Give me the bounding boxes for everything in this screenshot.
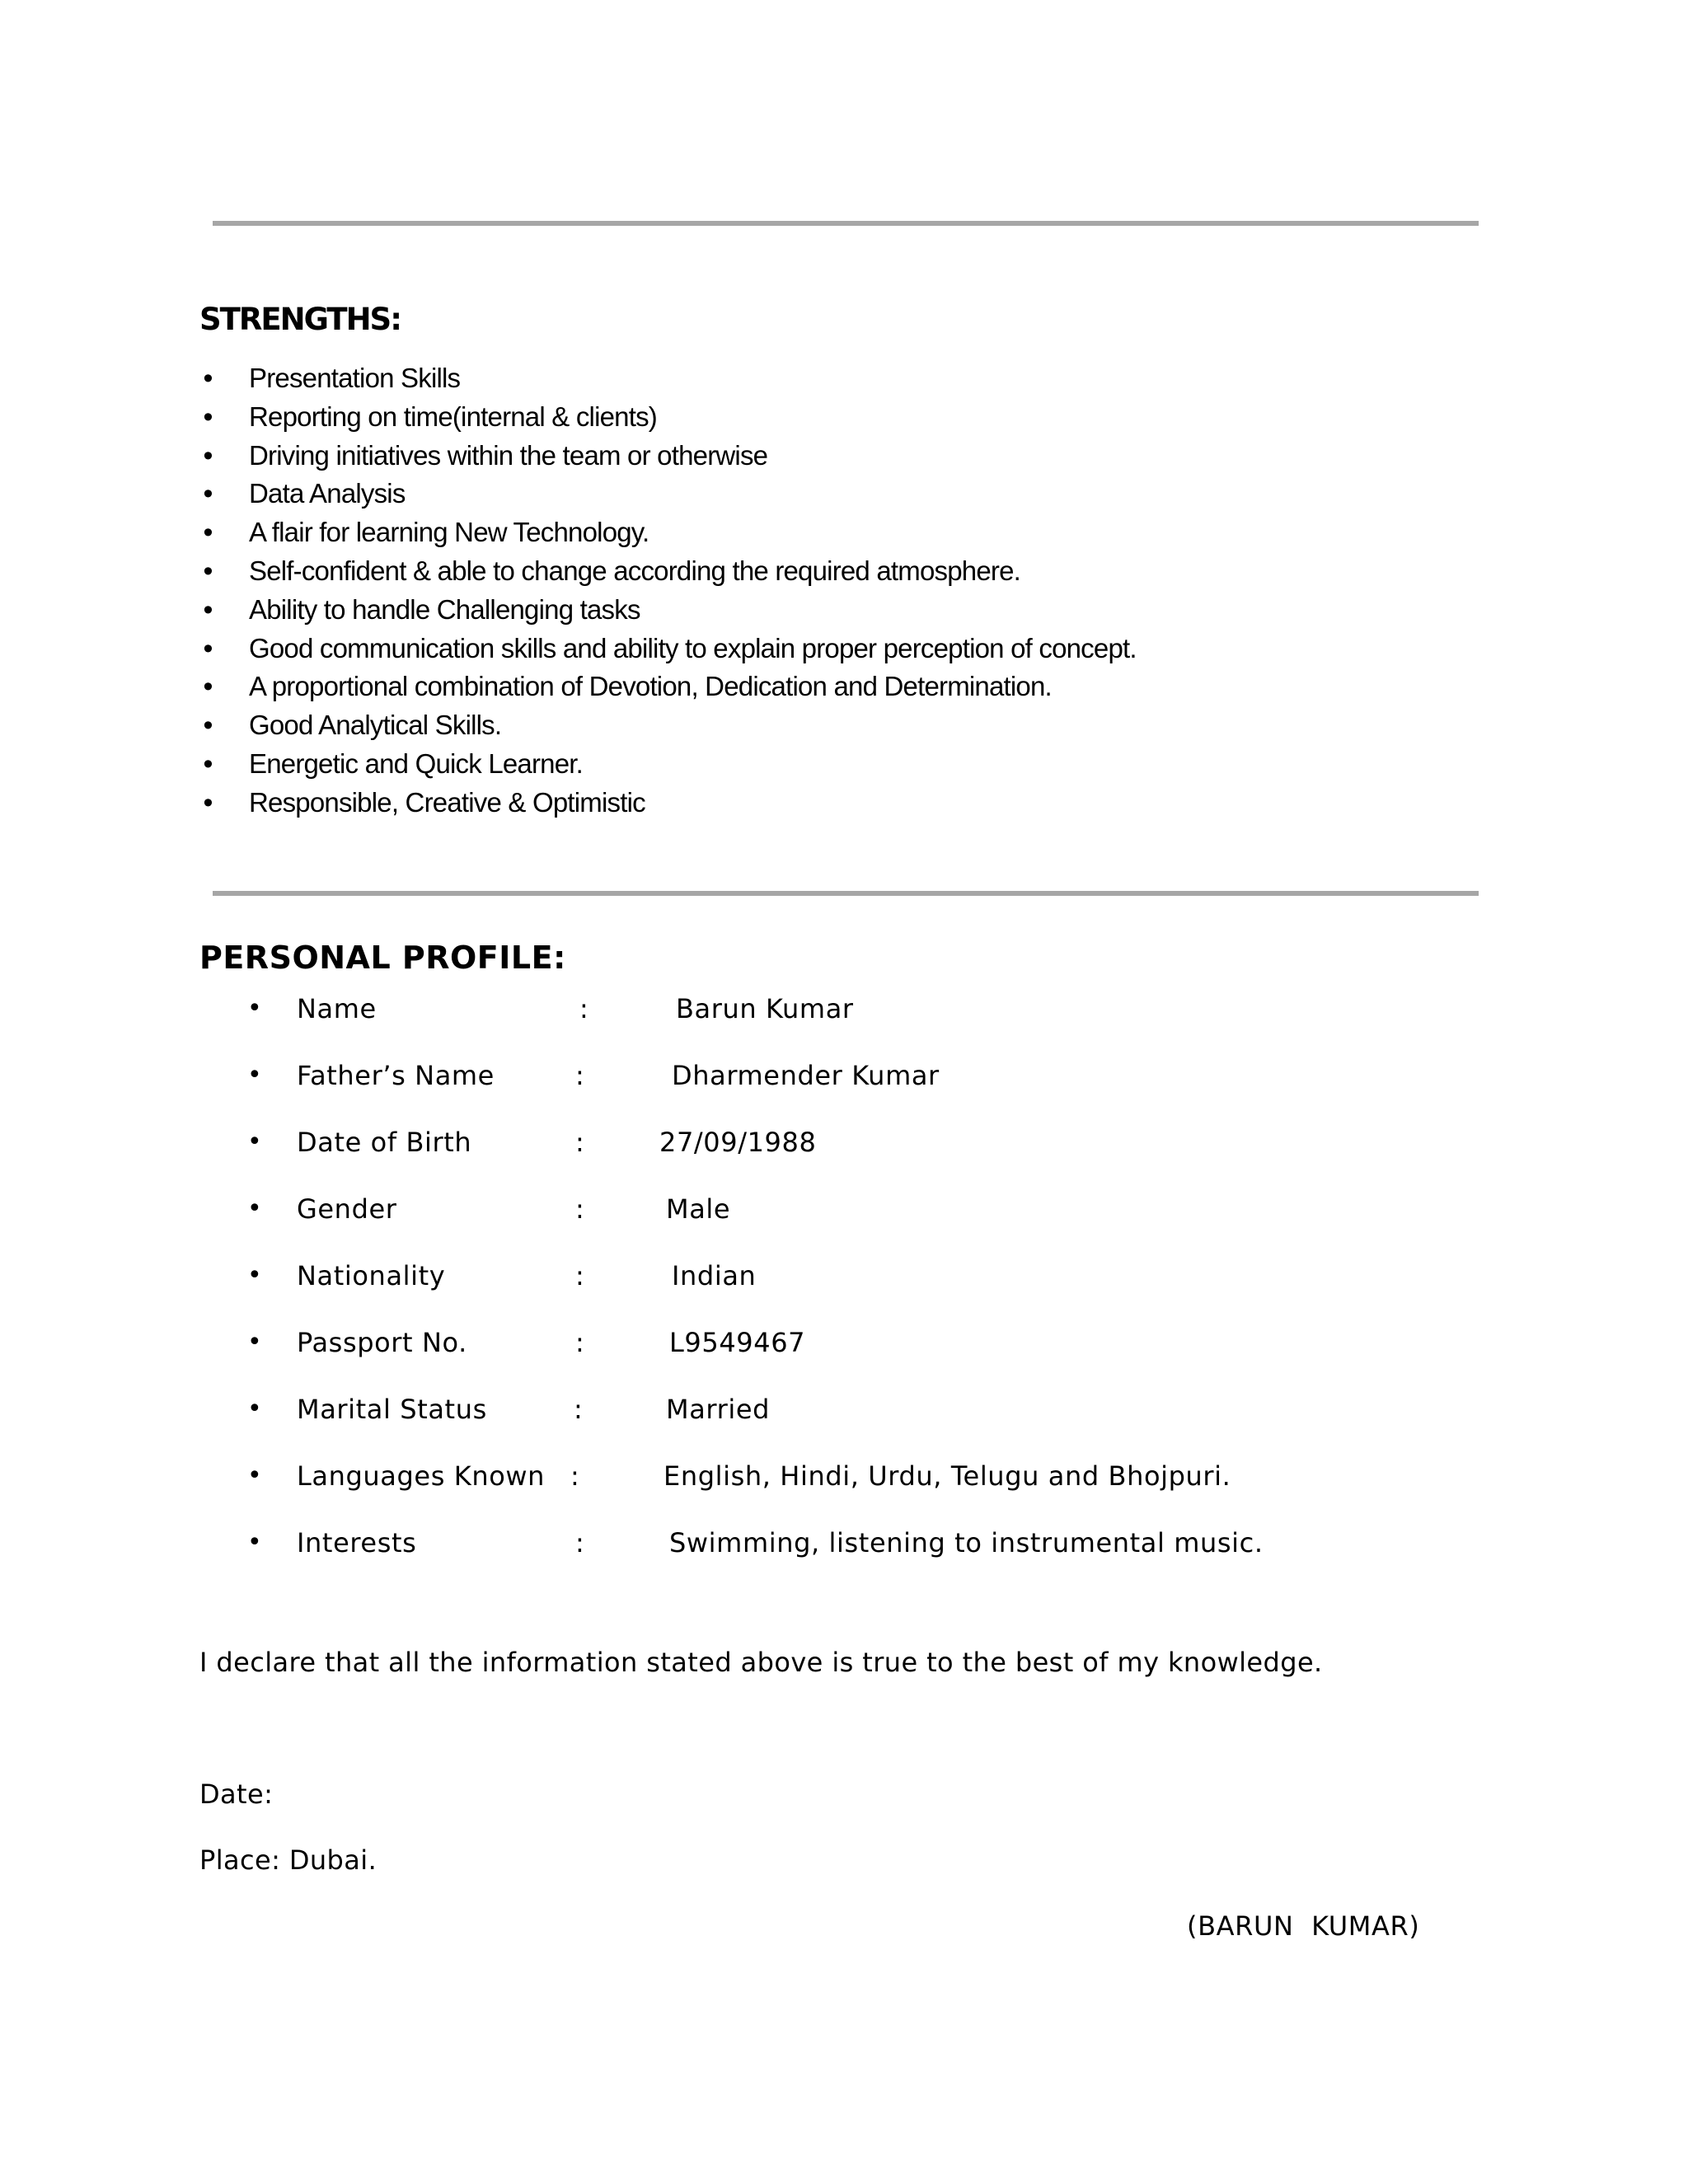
list-item (199, 668, 1137, 706)
list-item (199, 784, 1137, 823)
strength-text: A proportional combination of Devotion, Dedication and Determination. (249, 671, 1052, 702)
profile-value: Dharmender Kumar (672, 1060, 940, 1091)
profile-value: 27/09/1988 (659, 1127, 817, 1158)
bullet-icon: • (203, 517, 213, 549)
profile-separator: : (575, 1060, 585, 1091)
profile-label: Father’s Name (297, 1060, 495, 1091)
strength-text: Data Analysis (249, 478, 406, 509)
profile-value: Barun Kumar (676, 993, 854, 1024)
top-divider (213, 221, 1479, 226)
list-item (199, 437, 1137, 476)
profile-value: L9549467 (669, 1327, 806, 1358)
place-line: Place: Dubai. (199, 1844, 377, 1876)
profile-value: Married (666, 1394, 771, 1425)
profile-value: Male (666, 1193, 731, 1225)
middle-divider (213, 891, 1479, 896)
bullet-icon: • (247, 1328, 263, 1357)
bullet-icon: • (247, 994, 263, 1023)
date-label: Date: (199, 1779, 274, 1810)
bullet-icon: • (247, 1127, 263, 1156)
strength-text: Energetic and Quick Learner. (249, 748, 584, 779)
bullet-icon: • (247, 1261, 263, 1290)
bullet-icon: • (203, 555, 213, 587)
list-item (199, 745, 1137, 784)
profile-label: Gender (297, 1193, 397, 1225)
strength-text: Responsible, Creative & Optimistic (249, 786, 645, 818)
profile-value: English, Hindi, Urdu, Telugu and Bhojpuri. (663, 1460, 1231, 1492)
profile-separator: : (574, 1394, 584, 1425)
bullet-icon: • (203, 786, 213, 818)
personal-profile-heading: PERSONAL PROFILE: (199, 940, 566, 976)
profile-value: Indian (672, 1260, 757, 1291)
strength-text: Self-confident & able to change according the required atmosphere. (249, 555, 1020, 586)
list-item (199, 591, 1137, 630)
declaration-text: I declare that all the information stated above is true to the best of my knowledge. (199, 1647, 1323, 1678)
strengths-heading: STRENGTHS: (199, 302, 401, 337)
strength-text: A flair for learning New Technology. (249, 517, 649, 548)
profile-separator: : (575, 1260, 585, 1291)
list-item (199, 706, 1137, 745)
bullet-icon: • (247, 1461, 263, 1490)
bullet-icon: • (247, 1061, 263, 1090)
list-item (199, 630, 1137, 668)
list-item (199, 359, 1137, 398)
profile-separator: : (575, 1127, 585, 1158)
bullet-icon: • (203, 671, 213, 703)
profile-label: Name (297, 993, 377, 1024)
profile-label: Passport No. (297, 1327, 467, 1358)
strength-text: Reporting on time(internal & clients) (249, 401, 657, 432)
bullet-icon: • (203, 593, 213, 626)
list-item (199, 398, 1137, 437)
profile-separator: : (575, 1327, 585, 1358)
profile-separator: : (579, 993, 589, 1024)
bullet-icon: • (247, 1194, 263, 1223)
bullet-icon: • (247, 1394, 263, 1423)
list-item (199, 552, 1137, 591)
profile-label: Marital Status (297, 1394, 487, 1425)
bullet-icon: • (203, 363, 213, 394)
list-item (199, 513, 1137, 552)
profile-separator: : (570, 1460, 580, 1492)
strength-text: Ability to handle Challenging tasks (249, 593, 640, 625)
bullet-icon: • (203, 710, 213, 742)
bullet-icon: • (203, 439, 213, 471)
profile-label: Nationality (297, 1260, 446, 1291)
profile-separator: : (575, 1193, 585, 1225)
strength-text: Driving initiatives within the team or otherwise (249, 439, 768, 471)
bullet-icon: • (203, 478, 213, 510)
list-item (199, 475, 1137, 513)
strength-text: Presentation Skills (249, 363, 461, 393)
profile-label: Date of Birth (297, 1127, 472, 1158)
strengths-list (199, 359, 1137, 823)
bullet-icon: • (247, 1528, 263, 1557)
bullet-icon: • (203, 748, 213, 780)
strength-text: Good Analytical Skills. (249, 710, 502, 741)
profile-label: Interests (297, 1527, 417, 1558)
signature-name: (BARUN KUMAR) (1187, 1910, 1420, 1942)
profile-value: Swimming, listening to instrumental music. (669, 1527, 1264, 1558)
bullet-icon: • (203, 632, 213, 664)
strength-text: Good communication skills and ability to explain proper perception of concept. (249, 632, 1137, 663)
bullet-icon: • (203, 401, 213, 433)
profile-label: Languages Known (297, 1460, 546, 1492)
profile-separator: : (575, 1527, 585, 1558)
